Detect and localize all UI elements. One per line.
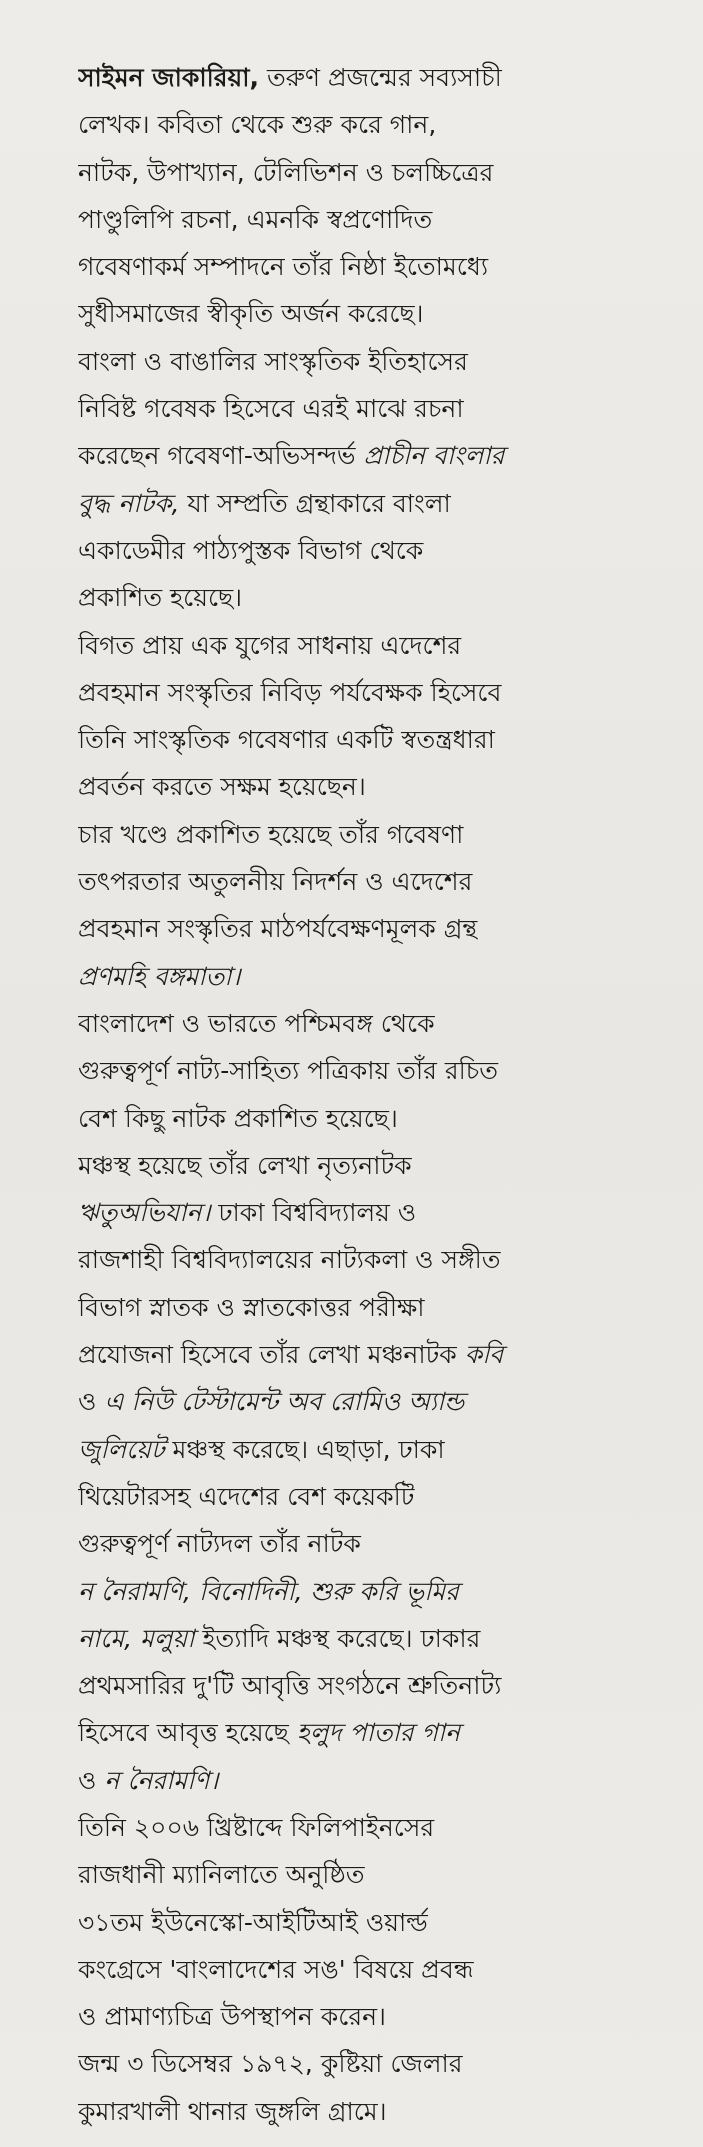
text-run: ঢাকা বিশ্ববিদ্যালয় ও <box>210 1198 417 1228</box>
text-run: রাজধানী ম্যানিলাতে অনুষ্ঠিত <box>78 1860 365 1890</box>
text-run: বিভাগ স্নাতক ও স্নাতকোত্তর পরীক্ষা <box>78 1292 425 1322</box>
text-line <box>78 1047 663 1094</box>
text-line <box>78 1946 663 1993</box>
text-run: ৩১তম ইউনেস্কো-আইটিআই ওয়ার্ল্ড <box>78 1907 428 1937</box>
author-name: সাইমন জাকারিয়া, <box>78 63 260 92</box>
text-run: ইত্যাদি মঞ্চস্থ করেছে। ঢাকার <box>194 1623 481 1653</box>
work-title: ন নৈরামণি, <box>78 1576 192 1606</box>
text-run: বাংলা ও বাঙালির সাংস্কৃতিক ইতিহাসের <box>78 346 468 376</box>
text-run: তরুণ প্রজন্মের সব্যসাচী <box>259 63 502 92</box>
work-title: প্রণমহি বঙ্গমাতা। <box>78 961 241 991</box>
text-run: নাটক, উপাখ্যান, টেলিভিশন ও চলচ্চিত্রের <box>78 157 494 187</box>
text-line <box>78 574 663 621</box>
text-run: গুরুত্বপূর্ণ নাট্য-সাহিত্য পত্রিকায় তাঁর রচিত <box>78 1056 499 1086</box>
text-run: লেখক। কবিতা থেকে শুরু করে গান, <box>78 110 437 140</box>
work-title: প্রাচীন বাংলার <box>363 441 505 471</box>
text-line <box>78 1757 663 1804</box>
work-title: হলুদ পাতার গান <box>296 1718 461 1748</box>
author-biography <box>78 54 663 2135</box>
work-title: মলুয়া <box>140 1623 195 1653</box>
work-title: ন নৈরামণি। <box>104 1765 219 1795</box>
text-line <box>78 1851 663 1898</box>
text-line <box>78 1378 663 1425</box>
text-line <box>78 149 663 196</box>
text-line <box>78 1142 663 1189</box>
text-line <box>78 54 663 101</box>
text-run: বেশ কিছু নাটক প্রকাশিত হয়েছে। <box>78 1103 398 1133</box>
text-run: করেছেন গবেষণা-অভিসন্দর্ভ <box>78 441 364 471</box>
text-line <box>78 953 663 1000</box>
text-line <box>78 1473 663 1520</box>
text-line <box>78 811 663 858</box>
text-line <box>78 763 663 810</box>
text-run: প্রযোজনা হিসেবে তাঁর লেখা মঞ্চনাটক <box>78 1340 465 1370</box>
text-line <box>78 2040 663 2087</box>
text-run <box>303 1577 311 1606</box>
text-line <box>78 858 663 905</box>
text-run: পাণ্ডুলিপি রচনা, এমনকি স্বপ্রণোদিত <box>78 204 433 234</box>
text-line <box>78 1520 663 1567</box>
paragraph <box>78 1804 663 2040</box>
work-title: নামে, <box>78 1623 133 1653</box>
text-run: চার খণ্ডে প্রকাশিত হয়েছে তাঁর গবেষণা <box>78 819 464 849</box>
text-line <box>78 480 663 527</box>
text-line <box>78 1236 663 1283</box>
paragraph <box>78 2040 663 2135</box>
text-run: জন্ম ৩ ডিসেম্বর ১৯৭২, কুষ্টিয়া জেলার <box>78 2049 463 2079</box>
text-run: প্রবর্তন করতে সক্ষম হয়েছেন। <box>78 772 366 802</box>
text-line <box>78 432 663 479</box>
text-run <box>132 1624 140 1653</box>
text-run: তিনি সাংস্কৃতিক গবেষণার একটি স্বতন্ত্রধারা <box>78 725 495 755</box>
text-run: মঞ্চস্থ হয়েছে তাঁর লেখা নৃত্যনাটক <box>78 1150 412 1180</box>
text-run: ও <box>78 1765 105 1795</box>
text-run: মঞ্চস্থ করেছে। এছাড়া, ঢাকা <box>164 1434 445 1464</box>
text-line <box>78 1095 663 1142</box>
paragraph <box>78 1000 663 1142</box>
text-line <box>78 1899 663 1946</box>
text-line <box>78 1426 663 1473</box>
work-title: জুলিয়েট <box>78 1434 165 1464</box>
text-line <box>78 716 663 763</box>
paragraph <box>78 54 663 338</box>
text-run: সুধীসমাজের স্বীকৃতি অর্জন করেছে। <box>78 299 424 329</box>
text-run: কুমারখালী থানার জুঙ্গলি গ্রামে। <box>78 2096 387 2126</box>
text-line <box>78 1000 663 1047</box>
text-run: বাংলাদেশ ও ভারতে পশ্চিমবঙ্গ থেকে <box>78 1008 435 1038</box>
text-run: যা সম্প্রতি গ্রন্থাকারে বাংলা <box>179 488 451 518</box>
paragraph <box>78 338 663 622</box>
text-line <box>78 1189 663 1236</box>
text-line <box>78 196 663 243</box>
paragraph <box>78 811 663 1000</box>
text-line <box>78 243 663 290</box>
text-line <box>78 385 663 432</box>
text-run: নিবিষ্ট গবেষক হিসেবে এরই মাঝে রচনা <box>78 394 464 424</box>
text-line <box>78 290 663 337</box>
text-run: গবেষণাকর্ম সম্পাদনে তাঁর নিষ্ঠা ইতোমধ্যে <box>78 252 489 282</box>
text-run: তিনি ২০০৬ খ্রিষ্টাব্দে ফিলিপাইনসের <box>78 1812 435 1842</box>
work-title: কবি <box>464 1340 504 1370</box>
text-run: প্রবহমান সংস্কৃতির মাঠপর্যবেক্ষণমূলক গ্রন্থ <box>78 914 478 944</box>
work-title: এ নিউ টেস্টামেন্ট অব রোমিও অ্যান্ড <box>104 1387 465 1417</box>
text-line <box>78 527 663 574</box>
text-line <box>78 669 663 716</box>
paragraph <box>78 622 663 811</box>
text-line <box>78 1615 663 1662</box>
text-run: হিসেবে আবৃত্ত হয়েছে <box>78 1718 297 1748</box>
text-line <box>78 1662 663 1709</box>
text-run: বিগত প্রায় এক যুগের সাধনায় এদেশের <box>78 630 462 660</box>
paragraph <box>78 1142 663 1804</box>
text-line <box>78 338 663 385</box>
text-run: একাডেমীর পাঠ্যপুস্তক বিভাগ থেকে <box>78 535 424 565</box>
text-run: কংগ্রেসে 'বাংলাদেশের সঙ' বিষয়ে প্রবন্ধ <box>78 1954 474 1984</box>
text-run: থিয়েটারসহ এদেশের বেশ কয়েকটি <box>78 1481 415 1511</box>
text-run: রাজশাহী বিশ্ববিদ্যালয়ের নাট্যকলা ও সঙ্গীত <box>78 1245 501 1275</box>
text-run: প্রকাশিত হয়েছে। <box>78 583 243 613</box>
text-run: ও <box>78 1387 105 1417</box>
text-run: গুরুত্বপূর্ণ নাট্যদল তাঁর নাটক <box>78 1529 361 1559</box>
work-title: শুরু করি ভূমির <box>310 1576 459 1606</box>
text-run <box>191 1577 199 1606</box>
text-line <box>78 1993 663 2040</box>
work-title: বিনোদিনী, <box>198 1576 303 1606</box>
work-title: ঋতুঅভিযান। <box>78 1198 211 1228</box>
text-run: তৎপরতার অতুলনীয় নিদর্শন ও এদেশের <box>78 867 473 897</box>
text-run: ও প্রামাণ্যচিত্র উপস্থাপন করেন। <box>78 2002 386 2032</box>
work-title: বুদ্ধ নাটক, <box>78 488 180 518</box>
text-run: প্রবহমান সংস্কৃতির নিবিড় পর্যবেক্ষক হিসেবে <box>78 677 502 707</box>
text-line <box>78 1568 663 1615</box>
text-line <box>78 1331 663 1378</box>
text-line <box>78 622 663 669</box>
text-line <box>78 1709 663 1756</box>
text-line <box>78 1804 663 1851</box>
text-line <box>78 101 663 148</box>
text-line <box>78 1284 663 1331</box>
text-line <box>78 2088 663 2135</box>
text-line <box>78 905 663 952</box>
text-run: প্রথমসারির দু'টি আবৃত্তি সংগঠনে শ্রুতিনাট্য <box>78 1671 502 1701</box>
